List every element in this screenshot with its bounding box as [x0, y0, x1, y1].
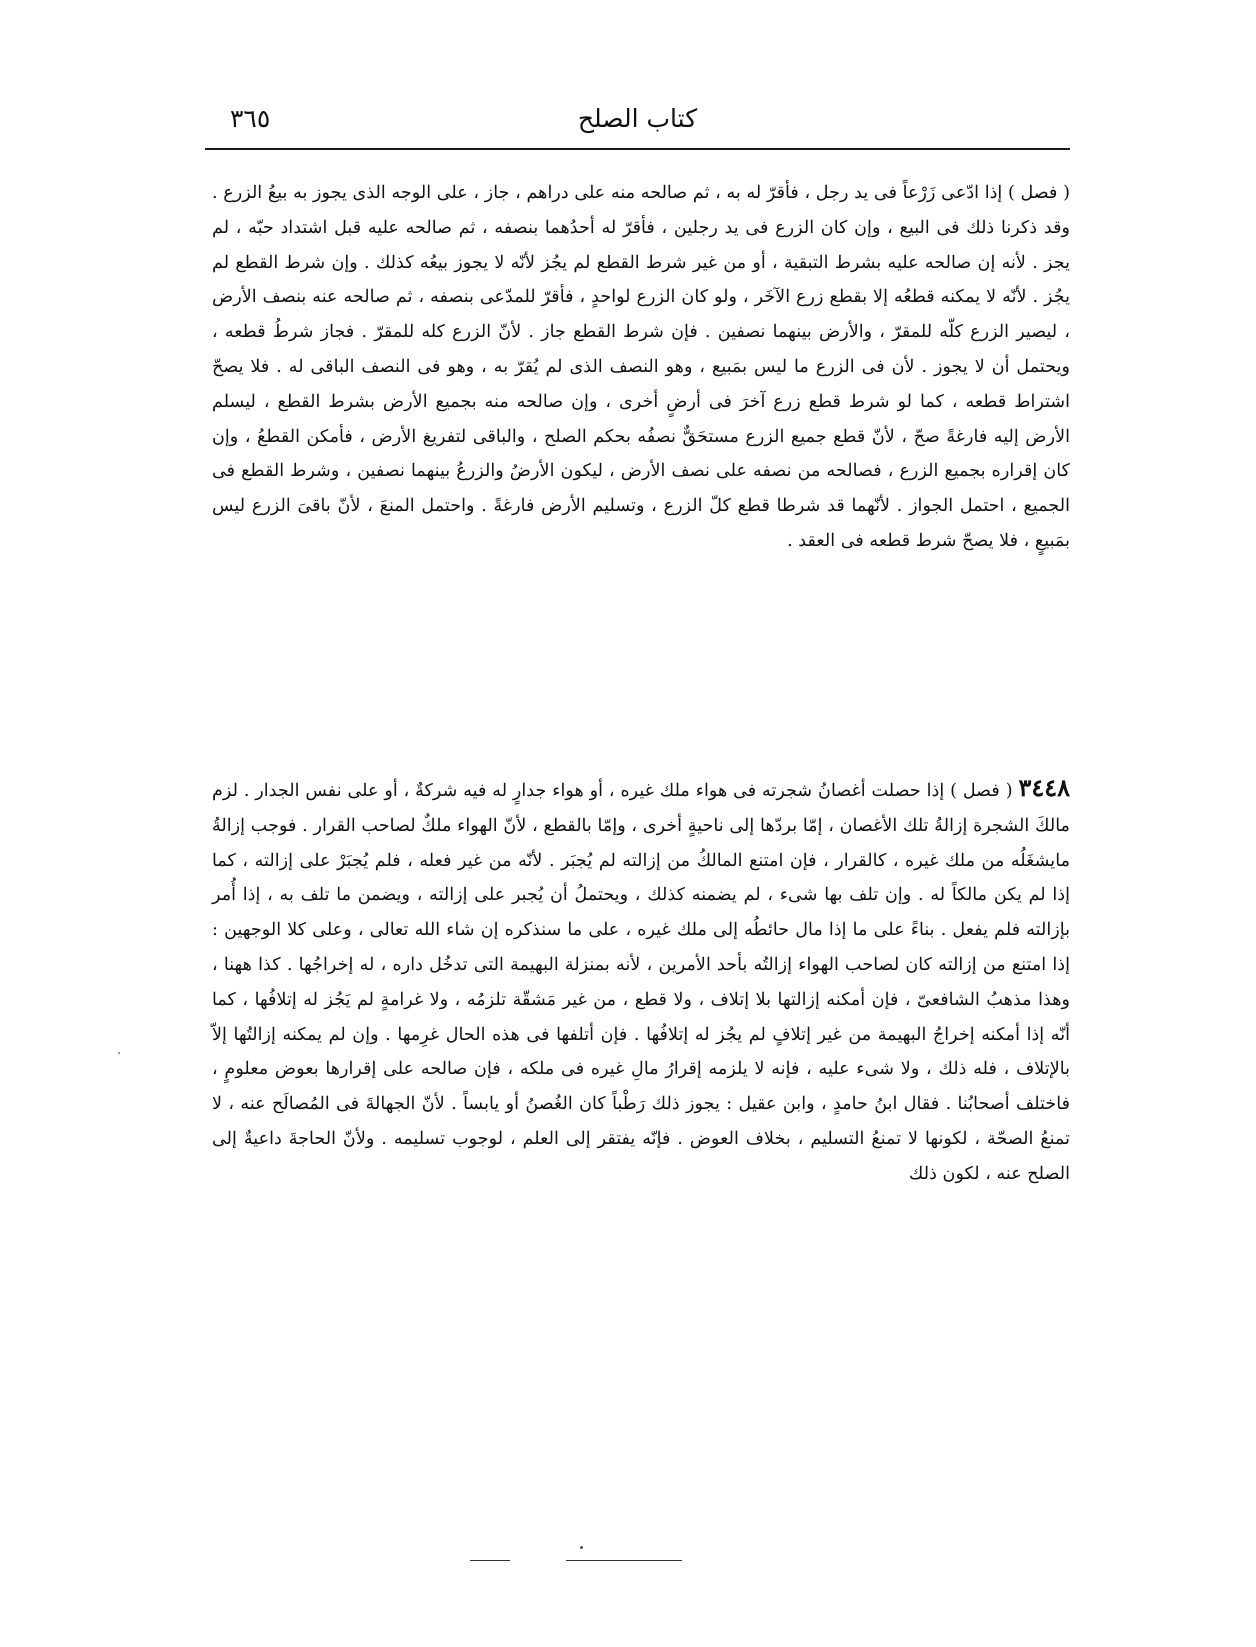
paragraph: [212, 771, 1070, 1192]
footer-rule-right: [566, 1560, 682, 1561]
header-rule: [205, 148, 1070, 150]
page-header: [205, 100, 1070, 144]
body-text: [212, 176, 1070, 1192]
footer-rule-left: [470, 1560, 510, 1561]
paragraph-text: ( فصل ) إذا حصلت أغصانُ شجرته فى هواء ملك غيره ، أو هواء جدارٍ له فيه شركةٌ ، أو على نفس الجدار . لزم مالكَ الشجرة إزالةُ تلك الأغصان ، إمّا بردّها إلى ناحيةٍ أخرى ، وإمّا بالقطع ، لأنّ الهواء ملكٌ لصاحب القرار . فوجب إزالةُ مايشغَلُه من ملك غيره ، كالقرار ، فإن امتنع المالكُ من إزالته لم يُجبَر . لأنّه من غير فعله ، فلم يُجبَرْ على إزالته ، كما إذا لم يكن مالكاً له . وإن تلف بها شىء ، لم يضمنه كذلك ، ويحتملُ أن يُجبر على إزالته ، ويضمن ما تلف به ، إذا أُمر بإزالته فلم يفعل . بناءً على ما إذا مال حائطُه إلى ملك غيره ، على ما سنذكره إن شاء الله تعالى ، وعلى كلا الوجهين : إذا امتنع من إزالته كان لصاحب الهواء إزالتُه بأحد الأمرين ، لأنه بمنزلة البهيمة التى تدخُل داره ، له إخراجُها . كذا ههنا ، وهذا مذهبُ الشافعىّ ، فإن أمكنه إزالتها بلا إتلاف ، ولا قطع ، من غير مَشقّة تلزمُه ، ولا غرامةٍ لم يَجُز له إتلافُها ، كما أنّه إذا أمكنه إخراجُ البهيمة من غير إتلافٍ لم يجُز له إتلافُها . فإن أتلفها فى هذه الحال غرِمها . وإن لم يمكنه إزالتُها إلاّ بالإتلاف ، فله ذلك ، ولا شىء عليه ، فإنه لا يلزمه إقرارُ مالِ غيره فى ملكه ، فإن صالحه على إقرارها بعوض معلومٍ ، فاختلف أصحابُنا . فقال ابنُ حامدٍ ، وابن عقيل : يجوز ذلك رَطْباً كان الغُصنُ أو يابساً . لأنّ الجهالةَ فى المُصالَح عنه ، لا تمنعُ الصحّة ، لكونها لا تمنعُ التسليم ، بخلاف العوض . فإنّه يفتقر إلى العلم ، لوجوب تسليمه . ولأنّ الحاجةَ داعيةٌ إلى الصلح عنه ، لكون ذلك: [212, 781, 1070, 1184]
footer-rules: [0, 1544, 1256, 1594]
running-title: كتاب الصلح: [577, 104, 698, 133]
margin-mark: [118, 1052, 120, 1054]
paragraph: [212, 176, 1070, 771]
section-number: ٣٤٤٨: [1018, 773, 1070, 802]
footer-dot: [580, 1546, 583, 1549]
paragraph-text: ( فصل ) إذا ادّعى زَرْعاً فى يد رجل ، فأقرّ له به ، ثم صالحه منه على دراهم ، جاز ، على الوجه الذى يجوز به بيعُ الزرع . وقد ذكرنا ذلك فى البيع ، وإن كان الزرع فى يد رجلين ، فأقرّ له أحدُهما بنصفه ، ثم صالحه عليه قبل اشتداد حبّه ، لم يجز . لأنه إن صالحه عليه بشرط التبقية ، أو من غير شرط القطع لم يجُز لأنّه لا يجوز بيعُه كذلك . وإن شرط القطع لم يجُز . لأنّه لا يمكنه قطعُه إلا بقطع زرع الآخَر ، ولو كان الزرع لواحدٍ ، فأقرّ للمدّعى بنصفه ، ثم صالحه عنه بنصف الأرض ، ليصير الزرع كلّه للمقرّ ، والأرض بينهما نصفين . فإن شرط القطع جاز . لأنّ الزرع كله للمقرّ . فجاز شرطُ قطعه ، ويحتمل أن لا يجوز . لأن فى الزرع ما ليس بمَبيع ، وهو النصف الذى لم يُقرّ به ، وهو فى النصف الباقى له . فلا يصحّ اشتراط قطعه ، كما لو شرط قطع زرع آخرَ فى أرضٍ أخرى ، وإن صالحه منه بجميع الأرض بشرط القطع ، ليسلم الأرض إليه فارغةً صحّ ، لأنّ قطع جميع الزرع مستحَقٌّ نصفُه بحكم الصلح ، والباقى لتفريغ الأرض ، فأمكن القطعُ ، وإن كان إقراره بجميع الزرع ، فصالحه من نصفه على نصف الأرض ، ليكون الأرضُ والزرعُ بينهما نصفين ، وشرط القطع فى الجميع ، احتمل الجواز . لأنّهما قد شرطا قطع كلّ الزرع ، وتسليم الأرض فارغةً . واحتمل المنعَ ، لأنّ باقىَ الزرع ليس بمَبيعٍ ، فلا يصحّ شرط قطعه فى العقد .: [212, 183, 1070, 551]
page-number: ٣٦٥: [230, 104, 271, 133]
